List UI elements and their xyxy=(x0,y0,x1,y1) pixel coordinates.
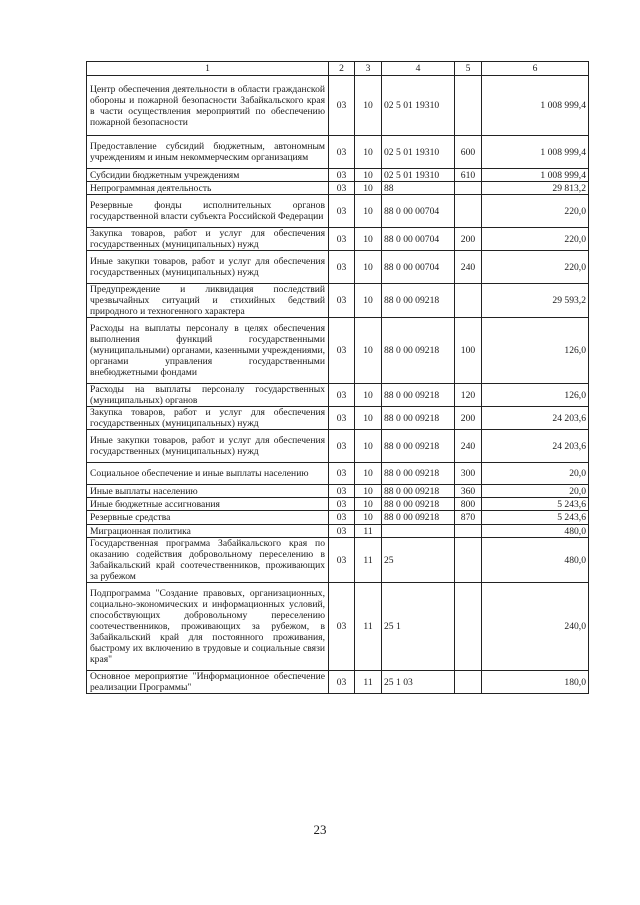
row-rz-cell: 03 xyxy=(329,430,355,463)
row-vr-cell: 100 xyxy=(455,318,482,384)
row-sum-cell: 480,0 xyxy=(482,538,589,583)
row-rz-cell: 03 xyxy=(329,498,355,511)
table-row xyxy=(87,384,589,407)
row-sum-cell: 24 203,6 xyxy=(482,407,589,430)
row-name-cell: Закупка товаров, работ и услуг для обеспечения государственных (муниципальных) нужд xyxy=(87,228,329,251)
row-csr-cell xyxy=(382,525,455,538)
row-csr-cell: 88 0 00 00704 xyxy=(382,195,455,228)
table-row xyxy=(87,169,589,182)
row-name-cell: Иные закупки товаров, работ и услуг для обеспечения государственных (муниципальных) нужд xyxy=(87,251,329,284)
row-pr-cell: 10 xyxy=(355,498,382,511)
row-rz-cell: 03 xyxy=(329,485,355,498)
row-vr-cell xyxy=(455,525,482,538)
table-row xyxy=(87,195,589,228)
table-row xyxy=(87,407,589,430)
row-rz-cell: 03 xyxy=(329,525,355,538)
row-sum-cell: 20,0 xyxy=(482,463,589,485)
table-row xyxy=(87,251,589,284)
table-row xyxy=(87,284,589,318)
row-rz-cell: 03 xyxy=(329,538,355,583)
table-row xyxy=(87,525,589,538)
row-pr-cell: 10 xyxy=(355,195,382,228)
row-sum-cell: 1 008 999,4 xyxy=(482,169,589,182)
row-rz-cell: 03 xyxy=(329,76,355,136)
table-row xyxy=(87,498,589,511)
row-sum-cell: 5 243,6 xyxy=(482,511,589,525)
row-vr-cell: 120 xyxy=(455,384,482,407)
row-name-cell: Иные закупки товаров, работ и услуг для обеспечения государственных (муниципальных) нужд xyxy=(87,430,329,463)
table-row xyxy=(87,485,589,498)
row-name-cell: Основное мероприятие "Информационное обеспечение реализации Программы" xyxy=(87,671,329,694)
row-csr-cell: 02 5 01 19310 xyxy=(382,169,455,182)
row-name-cell: Иные выплаты населению xyxy=(87,485,329,498)
row-sum-cell: 220,0 xyxy=(482,251,589,284)
row-name-cell: Социальное обеспечение и иные выплаты населению xyxy=(87,463,329,485)
row-pr-cell: 10 xyxy=(355,76,382,136)
row-pr-cell: 11 xyxy=(355,583,382,671)
table-row xyxy=(87,318,589,384)
row-name-cell: Предупреждение и ликвидация последствий чрезвычайных ситуаций и стихийных бедствий природного и техногенного характера xyxy=(87,284,329,318)
row-rz-cell: 03 xyxy=(329,318,355,384)
table-row xyxy=(87,538,589,583)
row-csr-cell: 88 0 00 00704 xyxy=(382,251,455,284)
row-pr-cell: 10 xyxy=(355,511,382,525)
row-name-cell: Центр обеспечения деятельности в области гражданской обороны и пожарной безопасности Забайкальского края в части осуществления мероприятий по обеспечению пожарной безопасности xyxy=(87,76,329,136)
row-vr-cell: 240 xyxy=(455,251,482,284)
row-rz-cell: 03 xyxy=(329,228,355,251)
row-sum-cell: 5 243,6 xyxy=(482,498,589,511)
table-row xyxy=(87,136,589,169)
row-csr-cell: 02 5 01 19310 xyxy=(382,76,455,136)
row-name-cell: Подпрограмма "Создание правовых, организационных, социально-экономических и информационных условий, способствующих добровольному переселению соотечественников, проживающих за рубежом, в Забайкальский край для постоянного проживания, быстрому их включению в трудовые и социальные связи края" xyxy=(87,583,329,671)
row-csr-cell: 88 0 00 09218 xyxy=(382,498,455,511)
row-pr-cell: 10 xyxy=(355,251,382,284)
row-name-cell: Непрограммная деятельность xyxy=(87,182,329,195)
row-pr-cell: 11 xyxy=(355,538,382,583)
row-name-cell: Резервные средства xyxy=(87,511,329,525)
row-rz-cell: 03 xyxy=(329,195,355,228)
row-pr-cell: 10 xyxy=(355,169,382,182)
header-cell: 3 xyxy=(355,62,382,76)
row-csr-cell: 25 1 xyxy=(382,583,455,671)
row-vr-cell: 360 xyxy=(455,485,482,498)
row-rz-cell: 03 xyxy=(329,407,355,430)
row-vr-cell xyxy=(455,195,482,228)
table-header-row xyxy=(87,62,589,76)
row-csr-cell: 88 0 00 09218 xyxy=(382,463,455,485)
row-pr-cell: 10 xyxy=(355,485,382,498)
row-pr-cell: 10 xyxy=(355,284,382,318)
row-vr-cell: 600 xyxy=(455,136,482,169)
row-rz-cell: 03 xyxy=(329,671,355,694)
table-row xyxy=(87,511,589,525)
row-rz-cell: 03 xyxy=(329,284,355,318)
row-csr-cell: 88 0 00 00704 xyxy=(382,228,455,251)
row-vr-cell: 870 xyxy=(455,511,482,525)
row-name-cell: Иные бюджетные ассигнования xyxy=(87,498,329,511)
row-sum-cell: 240,0 xyxy=(482,583,589,671)
row-sum-cell: 29 813,2 xyxy=(482,182,589,195)
table-row xyxy=(87,182,589,195)
row-vr-cell: 300 xyxy=(455,463,482,485)
row-pr-cell: 10 xyxy=(355,182,382,195)
row-pr-cell: 11 xyxy=(355,671,382,694)
row-vr-cell xyxy=(455,182,482,195)
row-sum-cell: 126,0 xyxy=(482,384,589,407)
budget-table xyxy=(86,61,589,694)
row-sum-cell: 180,0 xyxy=(482,671,589,694)
row-rz-cell: 03 xyxy=(329,251,355,284)
row-pr-cell: 11 xyxy=(355,525,382,538)
row-sum-cell: 1 008 999,4 xyxy=(482,76,589,136)
row-vr-cell: 200 xyxy=(455,407,482,430)
row-vr-cell xyxy=(455,671,482,694)
row-csr-cell: 88 0 00 09218 xyxy=(382,485,455,498)
header-cell: 2 xyxy=(329,62,355,76)
row-vr-cell xyxy=(455,583,482,671)
row-vr-cell xyxy=(455,538,482,583)
table-row xyxy=(87,76,589,136)
row-sum-cell: 480,0 xyxy=(482,525,589,538)
row-csr-cell: 88 0 00 09218 xyxy=(382,407,455,430)
row-sum-cell: 29 593,2 xyxy=(482,284,589,318)
header-cell: 1 xyxy=(87,62,329,76)
row-csr-cell: 88 0 00 09218 xyxy=(382,430,455,463)
row-sum-cell: 220,0 xyxy=(482,228,589,251)
row-name-cell: Резервные фонды исполнительных органов государственной власти субъекта Российской Федерации xyxy=(87,195,329,228)
row-rz-cell: 03 xyxy=(329,169,355,182)
row-vr-cell: 800 xyxy=(455,498,482,511)
row-rz-cell: 03 xyxy=(329,182,355,195)
table-row xyxy=(87,463,589,485)
row-name-cell: Расходы на выплаты персоналу государственных (муниципальных) органов xyxy=(87,384,329,407)
row-rz-cell: 03 xyxy=(329,136,355,169)
row-csr-cell: 02 5 01 19310 xyxy=(382,136,455,169)
row-rz-cell: 03 xyxy=(329,384,355,407)
row-csr-cell: 88 0 00 09218 xyxy=(382,284,455,318)
row-csr-cell: 88 xyxy=(382,182,455,195)
row-vr-cell: 610 xyxy=(455,169,482,182)
row-sum-cell: 24 203,6 xyxy=(482,430,589,463)
row-name-cell: Субсидии бюджетным учреждениям xyxy=(87,169,329,182)
row-rz-cell: 03 xyxy=(329,583,355,671)
row-vr-cell: 200 xyxy=(455,228,482,251)
table-row xyxy=(87,671,589,694)
row-csr-cell: 25 1 03 xyxy=(382,671,455,694)
table-row xyxy=(87,228,589,251)
row-sum-cell: 126,0 xyxy=(482,318,589,384)
row-pr-cell: 10 xyxy=(355,136,382,169)
header-cell: 4 xyxy=(382,62,455,76)
row-csr-cell: 25 xyxy=(382,538,455,583)
row-vr-cell: 240 xyxy=(455,430,482,463)
row-name-cell: Миграционная политика xyxy=(87,525,329,538)
header-cell: 5 xyxy=(455,62,482,76)
row-name-cell: Предоставление субсидий бюджетным, автономным учреждениям и иным некоммерческим организациям xyxy=(87,136,329,169)
row-vr-cell xyxy=(455,76,482,136)
row-name-cell: Государственная программа Забайкальского края по оказанию содействия добровольному переселению в Забайкальский край соотечественников, проживающих за рубежом xyxy=(87,538,329,583)
row-name-cell: Расходы на выплаты персоналу в целях обеспечения выполнения функций государственными (муниципальными) органами, казенными учреждениями, органами управления государственными внебюджетными фондами xyxy=(87,318,329,384)
row-sum-cell: 220,0 xyxy=(482,195,589,228)
row-csr-cell: 88 0 00 09218 xyxy=(382,511,455,525)
row-name-cell: Закупка товаров, работ и услуг для обеспечения государственных (муниципальных) нужд xyxy=(87,407,329,430)
page-number: 23 xyxy=(313,822,327,837)
row-sum-cell: 20,0 xyxy=(482,485,589,498)
row-sum-cell: 1 008 999,4 xyxy=(482,136,589,169)
row-pr-cell: 10 xyxy=(355,430,382,463)
row-pr-cell: 10 xyxy=(355,318,382,384)
row-csr-cell: 88 0 00 09218 xyxy=(382,318,455,384)
row-pr-cell: 10 xyxy=(355,407,382,430)
row-csr-cell: 88 0 00 09218 xyxy=(382,384,455,407)
row-pr-cell: 10 xyxy=(355,463,382,485)
header-cell: 6 xyxy=(482,62,589,76)
row-rz-cell: 03 xyxy=(329,463,355,485)
row-pr-cell: 10 xyxy=(355,228,382,251)
row-pr-cell: 10 xyxy=(355,384,382,407)
row-vr-cell xyxy=(455,284,482,318)
row-rz-cell: 03 xyxy=(329,511,355,525)
table-row xyxy=(87,430,589,463)
table-row xyxy=(87,583,589,671)
